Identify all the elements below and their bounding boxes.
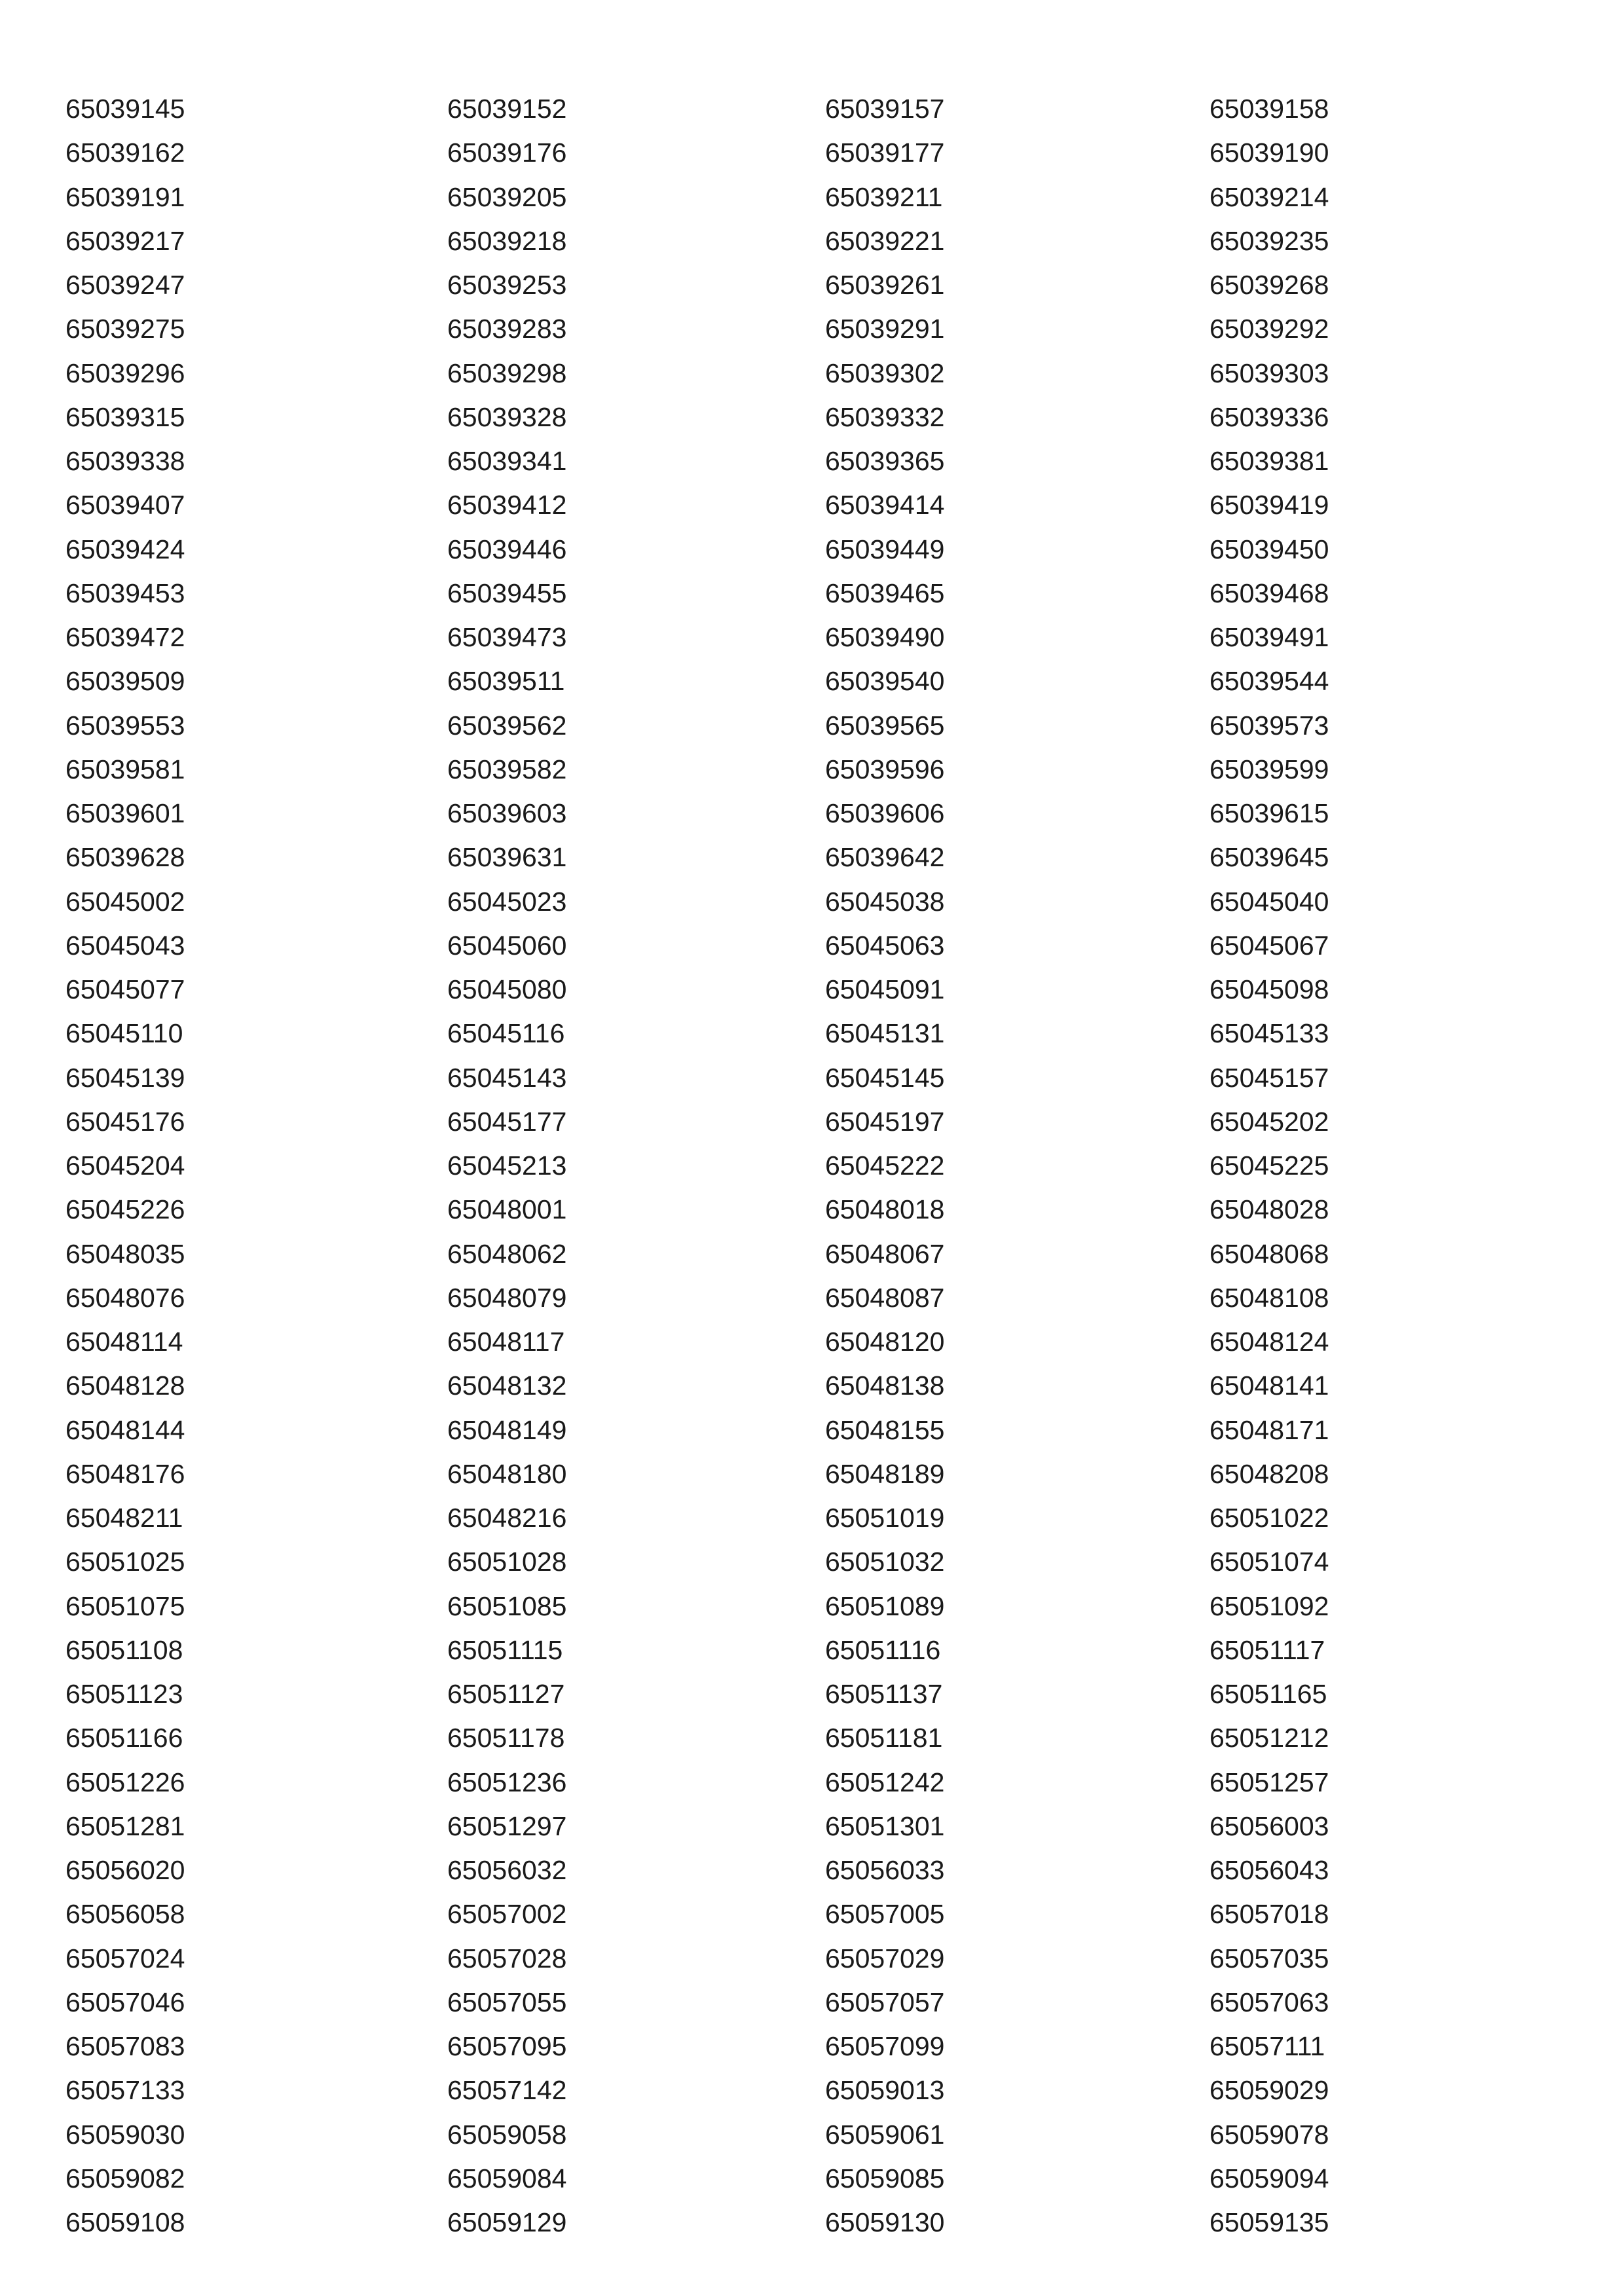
number-cell: 65039601 bbox=[65, 798, 185, 829]
number-cell: 65039191 bbox=[65, 181, 185, 212]
number-cell: 65057133 bbox=[65, 2075, 185, 2106]
number-cell: 65039158 bbox=[1209, 94, 1329, 124]
number-cell: 65039315 bbox=[65, 401, 185, 432]
number-cell: 65045080 bbox=[447, 974, 567, 1005]
table-row bbox=[65, 1056, 1559, 1100]
number-cell: 65057002 bbox=[447, 1899, 567, 1930]
table-row bbox=[65, 1452, 1559, 1496]
table-row bbox=[65, 1276, 1559, 1320]
table-row bbox=[65, 263, 1559, 307]
table-row bbox=[65, 968, 1559, 1012]
table-row bbox=[65, 659, 1559, 703]
number-cell: 65051028 bbox=[447, 1547, 567, 1577]
number-cell: 65039235 bbox=[1209, 225, 1329, 256]
number-cell: 65045145 bbox=[825, 1062, 945, 1093]
number-cell: 65039247 bbox=[65, 270, 185, 301]
number-cell: 65039628 bbox=[65, 842, 185, 873]
table-row bbox=[65, 2201, 1559, 2245]
number-cell: 65048067 bbox=[825, 1238, 945, 1269]
number-cell: 65039465 bbox=[825, 578, 945, 608]
table-row bbox=[65, 395, 1559, 439]
number-cell: 65057057 bbox=[825, 1987, 945, 2017]
number-cell: 65039631 bbox=[447, 842, 567, 873]
number-cell: 65045204 bbox=[65, 1150, 185, 1181]
number-cell: 65056043 bbox=[1209, 1855, 1329, 1886]
number-cell: 65039291 bbox=[825, 314, 945, 344]
table-row bbox=[65, 572, 1559, 615]
number-cell: 65051301 bbox=[825, 1810, 945, 1841]
number-cell: 65051089 bbox=[825, 1590, 945, 1621]
number-cell: 65057018 bbox=[1209, 1899, 1329, 1930]
number-cell: 65057095 bbox=[447, 2031, 567, 2062]
number-cell: 65057083 bbox=[65, 2031, 185, 2062]
number-cell: 65039446 bbox=[447, 534, 567, 564]
table-row bbox=[65, 1320, 1559, 1364]
number-cell: 65039509 bbox=[65, 666, 185, 697]
number-cell: 65039419 bbox=[1209, 490, 1329, 521]
table-row bbox=[65, 1672, 1559, 1716]
number-cell: 65059130 bbox=[825, 2207, 945, 2238]
number-cell: 65051236 bbox=[447, 1767, 567, 1797]
number-cell: 65039162 bbox=[65, 138, 185, 168]
number-cell: 65039145 bbox=[65, 94, 185, 124]
number-cell: 65048114 bbox=[65, 1327, 183, 1357]
number-cell: 65039490 bbox=[825, 622, 945, 653]
number-cell: 65039338 bbox=[65, 446, 185, 477]
number-cell: 65048144 bbox=[65, 1414, 185, 1445]
number-cell: 65051165 bbox=[1209, 1679, 1327, 1710]
number-cell: 65045177 bbox=[447, 1106, 567, 1137]
number-cell: 65059078 bbox=[1209, 2119, 1329, 2150]
number-cell: 65039283 bbox=[447, 314, 567, 344]
number-cell: 65057029 bbox=[825, 1943, 945, 1974]
number-cell: 65059029 bbox=[1209, 2075, 1329, 2106]
number-cell: 65039275 bbox=[65, 314, 185, 344]
number-cell: 65059094 bbox=[1209, 2163, 1329, 2194]
number-cell: 65039573 bbox=[1209, 710, 1329, 741]
number-cell: 65039177 bbox=[825, 138, 945, 168]
number-cell: 65039253 bbox=[447, 270, 567, 301]
number-cell: 65039582 bbox=[447, 754, 567, 784]
number-cell: 65039296 bbox=[65, 358, 185, 388]
number-cell: 65057099 bbox=[825, 2031, 945, 2062]
number-cell: 65039365 bbox=[825, 446, 945, 477]
number-cell: 65039473 bbox=[447, 622, 567, 653]
number-cell: 65039453 bbox=[65, 578, 185, 608]
number-cell: 65048068 bbox=[1209, 1238, 1329, 1269]
number-cell: 65045202 bbox=[1209, 1106, 1329, 1137]
number-cell: 65051242 bbox=[825, 1767, 945, 1797]
number-cell: 65048132 bbox=[447, 1370, 567, 1401]
number-cell: 65045222 bbox=[825, 1150, 945, 1181]
table-row bbox=[65, 704, 1559, 748]
number-cell: 65045040 bbox=[1209, 886, 1329, 917]
number-cell: 65051032 bbox=[825, 1547, 945, 1577]
number-cell: 65045002 bbox=[65, 886, 185, 917]
table-row bbox=[65, 1585, 1559, 1628]
number-cell: 65039217 bbox=[65, 225, 185, 256]
table-row bbox=[65, 1012, 1559, 1056]
table-row bbox=[65, 87, 1559, 131]
number-cell: 65056033 bbox=[825, 1855, 945, 1886]
number-cell: 65045098 bbox=[1209, 974, 1329, 1005]
number-cell: 65051257 bbox=[1209, 1767, 1329, 1797]
number-cell: 65059061 bbox=[825, 2119, 945, 2150]
number-cell: 65051123 bbox=[65, 1679, 183, 1710]
number-cell: 65045133 bbox=[1209, 1018, 1329, 1049]
number-cell: 65051025 bbox=[65, 1547, 185, 1577]
number-cell: 65039292 bbox=[1209, 314, 1329, 344]
number-cell: 65045139 bbox=[65, 1062, 185, 1093]
number-cell: 65056032 bbox=[447, 1855, 567, 1886]
number-cell: 65039565 bbox=[825, 710, 945, 741]
table-row bbox=[65, 352, 1559, 395]
number-cell: 65048211 bbox=[65, 1503, 183, 1533]
number-cell: 65045077 bbox=[65, 974, 185, 1005]
number-cell: 65039450 bbox=[1209, 534, 1329, 564]
number-cell: 65039606 bbox=[825, 798, 945, 829]
number-cell: 65039218 bbox=[447, 225, 567, 256]
number-cell: 65059085 bbox=[825, 2163, 945, 2194]
table-row bbox=[65, 307, 1559, 351]
table-row bbox=[65, 1981, 1559, 2025]
number-cell: 65045038 bbox=[825, 886, 945, 917]
number-cell: 65051117 bbox=[1209, 1634, 1325, 1665]
number-cell: 65051116 bbox=[825, 1634, 941, 1665]
table-row bbox=[65, 880, 1559, 924]
number-cell: 65048171 bbox=[1209, 1414, 1329, 1445]
number-cell: 65039603 bbox=[447, 798, 567, 829]
table-row bbox=[65, 528, 1559, 572]
number-cell: 65039190 bbox=[1209, 138, 1329, 168]
table-row bbox=[65, 1628, 1559, 1672]
table-row bbox=[65, 1805, 1559, 1848]
number-cell: 65039449 bbox=[825, 534, 945, 564]
table-row bbox=[65, 1937, 1559, 1981]
number-cell: 65039303 bbox=[1209, 358, 1329, 388]
number-cell: 65051127 bbox=[447, 1679, 565, 1710]
number-cell: 65048141 bbox=[1209, 1370, 1329, 1401]
number-cell: 65039553 bbox=[65, 710, 185, 741]
number-cell: 65039205 bbox=[447, 181, 567, 212]
number-cell: 65051074 bbox=[1209, 1547, 1329, 1577]
number-cell: 65048128 bbox=[65, 1370, 185, 1401]
number-cell: 65056058 bbox=[65, 1899, 185, 1930]
number-cell: 65039562 bbox=[447, 710, 567, 741]
table-row bbox=[65, 1761, 1559, 1805]
number-cell: 65045067 bbox=[1209, 930, 1329, 961]
number-cell: 65048149 bbox=[447, 1414, 567, 1445]
number-cell: 65059082 bbox=[65, 2163, 185, 2194]
number-cell: 65045176 bbox=[65, 1106, 185, 1137]
number-cell: 65039642 bbox=[825, 842, 945, 873]
number-cell: 65039599 bbox=[1209, 754, 1329, 784]
number-cell: 65045043 bbox=[65, 930, 185, 961]
number-cell: 65051297 bbox=[447, 1810, 567, 1841]
number-cell: 65039472 bbox=[65, 622, 185, 653]
number-cell: 65057111 bbox=[1209, 2031, 1325, 2062]
number-cell: 65045197 bbox=[825, 1106, 945, 1137]
table-row bbox=[65, 1408, 1559, 1452]
number-cell: 65039157 bbox=[825, 94, 945, 124]
number-cell: 65048076 bbox=[65, 1282, 185, 1313]
table-row bbox=[65, 2025, 1559, 2068]
number-cell: 65039540 bbox=[825, 666, 945, 697]
number-cell: 65045213 bbox=[447, 1150, 567, 1181]
table-row bbox=[65, 2113, 1559, 2157]
number-cell: 65045226 bbox=[65, 1194, 185, 1225]
number-cell: 65039424 bbox=[65, 534, 185, 564]
number-cell: 65051085 bbox=[447, 1590, 567, 1621]
number-cell: 65051115 bbox=[447, 1634, 563, 1665]
number-cell: 65039152 bbox=[447, 94, 567, 124]
number-cell: 65039407 bbox=[65, 490, 185, 521]
number-cell: 65039468 bbox=[1209, 578, 1329, 608]
number-cell: 65045023 bbox=[447, 886, 567, 917]
table-row bbox=[65, 1848, 1559, 1892]
table-row bbox=[65, 748, 1559, 792]
number-cell: 65039221 bbox=[825, 225, 945, 256]
table-row bbox=[65, 175, 1559, 219]
number-list-table bbox=[65, 87, 1559, 2245]
number-cell: 65048208 bbox=[1209, 1458, 1329, 1489]
number-cell: 65045063 bbox=[825, 930, 945, 961]
number-cell: 65048155 bbox=[825, 1414, 945, 1445]
table-row bbox=[65, 483, 1559, 527]
number-cell: 65051181 bbox=[825, 1723, 943, 1753]
number-cell: 65048001 bbox=[447, 1194, 567, 1225]
table-row bbox=[65, 924, 1559, 968]
number-cell: 65039261 bbox=[825, 270, 945, 301]
table-row bbox=[65, 219, 1559, 263]
number-cell: 65039302 bbox=[825, 358, 945, 388]
number-cell: 65057063 bbox=[1209, 1987, 1329, 2017]
number-cell: 65057055 bbox=[447, 1987, 567, 2017]
number-cell: 65051108 bbox=[65, 1634, 183, 1665]
number-cell: 65057005 bbox=[825, 1899, 945, 1930]
number-cell: 65039412 bbox=[447, 490, 567, 521]
number-cell: 65048028 bbox=[1209, 1194, 1329, 1225]
table-row bbox=[65, 1716, 1559, 1760]
number-cell: 65039581 bbox=[65, 754, 185, 784]
number-cell: 65059084 bbox=[447, 2163, 567, 2194]
number-cell: 65048108 bbox=[1209, 1282, 1329, 1313]
number-cell: 65057028 bbox=[447, 1943, 567, 1974]
table-row bbox=[65, 1100, 1559, 1144]
number-cell: 65048138 bbox=[825, 1370, 945, 1401]
table-row bbox=[65, 835, 1559, 879]
number-cell: 65057142 bbox=[447, 2075, 567, 2106]
number-cell: 65045116 bbox=[447, 1018, 565, 1049]
number-cell: 65056003 bbox=[1209, 1810, 1329, 1841]
number-cell: 65039332 bbox=[825, 401, 945, 432]
number-cell: 65045091 bbox=[825, 974, 945, 1005]
number-cell: 65039596 bbox=[825, 754, 945, 784]
table-row bbox=[65, 615, 1559, 659]
number-cell: 65056020 bbox=[65, 1855, 185, 1886]
number-cell: 65039491 bbox=[1209, 622, 1329, 653]
number-cell: 65051281 bbox=[65, 1810, 185, 1841]
number-cell: 65039511 bbox=[447, 666, 565, 697]
number-cell: 65048120 bbox=[825, 1327, 945, 1357]
number-cell: 65057024 bbox=[65, 1943, 185, 1974]
number-cell: 65039615 bbox=[1209, 798, 1329, 829]
number-cell: 65039298 bbox=[447, 358, 567, 388]
number-cell: 65045225 bbox=[1209, 1150, 1329, 1181]
number-cell: 65059108 bbox=[65, 2207, 185, 2238]
number-cell: 65048079 bbox=[447, 1282, 567, 1313]
number-cell: 65057046 bbox=[65, 1987, 185, 2017]
number-cell: 65048062 bbox=[447, 1238, 567, 1269]
number-cell: 65051226 bbox=[65, 1767, 185, 1797]
number-cell: 65057035 bbox=[1209, 1943, 1329, 1974]
table-row bbox=[65, 1188, 1559, 1232]
number-cell: 65048176 bbox=[65, 1458, 185, 1489]
number-cell: 65039414 bbox=[825, 490, 945, 521]
number-cell: 65048216 bbox=[447, 1503, 567, 1533]
number-cell: 65039341 bbox=[447, 446, 567, 477]
number-cell: 65039176 bbox=[447, 138, 567, 168]
number-cell: 65059013 bbox=[825, 2075, 945, 2106]
number-cell: 65059030 bbox=[65, 2119, 185, 2150]
number-cell: 65045157 bbox=[1209, 1062, 1329, 1093]
number-cell: 65039268 bbox=[1209, 270, 1329, 301]
number-cell: 65039328 bbox=[447, 401, 567, 432]
table-row bbox=[65, 1232, 1559, 1276]
table-row bbox=[65, 2157, 1559, 2201]
table-row bbox=[65, 1892, 1559, 1936]
table-row bbox=[65, 1364, 1559, 1408]
number-cell: 65048087 bbox=[825, 1282, 945, 1313]
number-cell: 65051137 bbox=[825, 1679, 943, 1710]
number-cell: 65039381 bbox=[1209, 446, 1329, 477]
number-cell: 65039336 bbox=[1209, 401, 1329, 432]
number-cell: 65051166 bbox=[65, 1723, 183, 1753]
number-cell: 65045131 bbox=[825, 1018, 945, 1049]
table-row bbox=[65, 131, 1559, 175]
table-row bbox=[65, 1496, 1559, 1540]
table-row bbox=[65, 1540, 1559, 1584]
number-cell: 65048035 bbox=[65, 1238, 185, 1269]
table-row bbox=[65, 439, 1559, 483]
number-cell: 65051075 bbox=[65, 1590, 185, 1621]
number-cell: 65045110 bbox=[65, 1018, 183, 1049]
number-cell: 65048117 bbox=[447, 1327, 565, 1357]
number-cell: 65048124 bbox=[1209, 1327, 1329, 1357]
number-cell: 65051019 bbox=[825, 1503, 945, 1533]
number-cell: 65039645 bbox=[1209, 842, 1329, 873]
table-row bbox=[65, 1144, 1559, 1188]
number-cell: 65051092 bbox=[1209, 1590, 1329, 1621]
number-cell: 65039211 bbox=[825, 181, 943, 212]
number-cell: 65059058 bbox=[447, 2119, 567, 2150]
number-cell: 65051022 bbox=[1209, 1503, 1329, 1533]
number-cell: 65059135 bbox=[1209, 2207, 1329, 2238]
number-cell: 65048189 bbox=[825, 1458, 945, 1489]
number-cell: 65051178 bbox=[447, 1723, 565, 1753]
number-cell: 65045143 bbox=[447, 1062, 567, 1093]
table-row bbox=[65, 792, 1559, 835]
number-cell: 65045060 bbox=[447, 930, 567, 961]
number-cell: 65048180 bbox=[447, 1458, 567, 1489]
number-cell: 65059129 bbox=[447, 2207, 567, 2238]
number-cell: 65039455 bbox=[447, 578, 567, 608]
table-row bbox=[65, 2068, 1559, 2112]
number-cell: 65051212 bbox=[1209, 1723, 1329, 1753]
number-cell: 65048018 bbox=[825, 1194, 945, 1225]
number-list-body bbox=[65, 87, 1559, 2245]
number-cell: 65039544 bbox=[1209, 666, 1329, 697]
number-cell: 65039214 bbox=[1209, 181, 1329, 212]
